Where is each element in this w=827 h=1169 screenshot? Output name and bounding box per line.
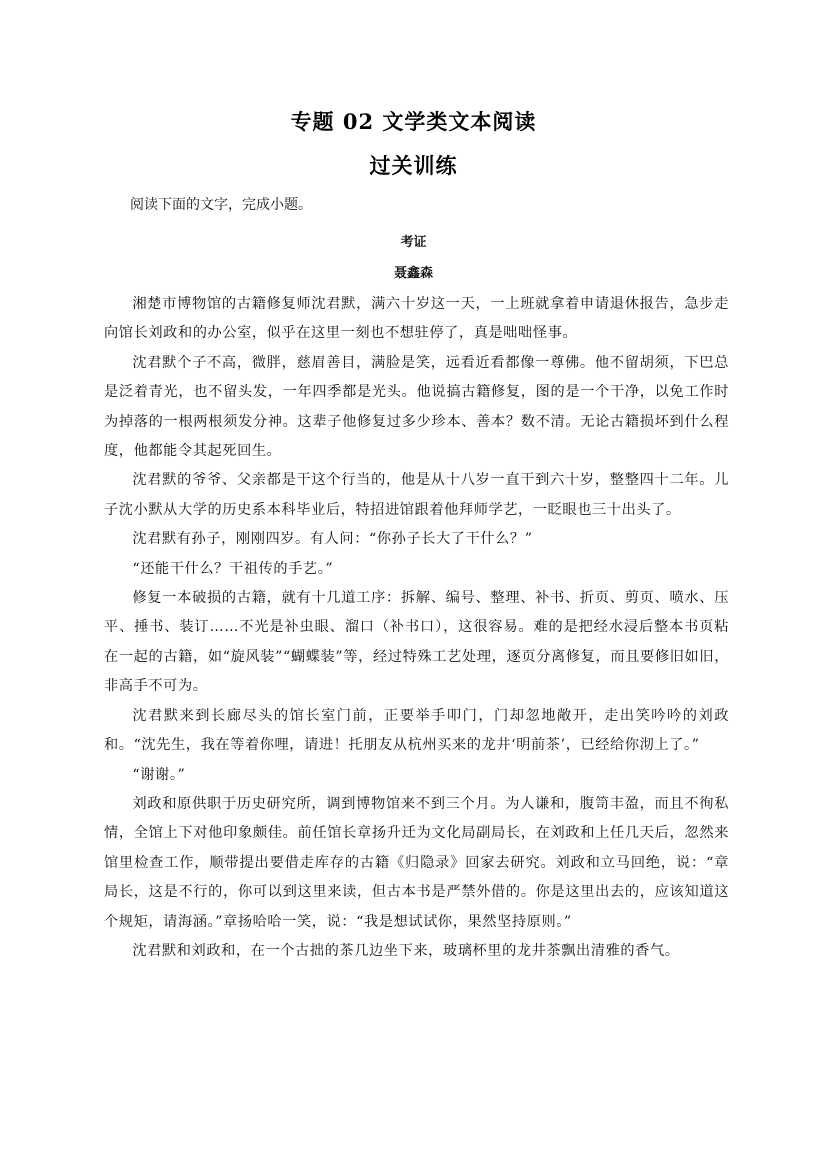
paragraph: 沈君默来到长廊尽头的馆长室门前，正要举手叩门，门却忽地敞开，走出笑吟吟的刘政和。“沈先生，我在等着你哩，请进！托朋友从杭州买来的龙井‘明前茶’，已经给你沏上了。” (104, 707, 729, 754)
paragraph: 沈君默的爷爷、父亲都是干这个行当的，他是从十八岁一直干到六十岁，整整四十二年。儿子沈小默从大学的历史系本科毕业后，特招进馆跟着他拜师学艺，一眨眼也三十出头了。 (104, 472, 729, 518)
story-title: 考证 (400, 235, 427, 250)
paragraph: “谢谢。” (132, 766, 186, 783)
reading-instruction: 阅读下面的文字，完成小题。 (130, 197, 312, 213)
page-subtitle: 过关训练 (369, 153, 458, 178)
paragraph: 沈君默有孙子，刚刚四岁。有人问：“你孙子长大了干什么？” (132, 531, 533, 548)
paragraph: 刘政和原供职于历史研究所，调到博物馆来不到三个月。为人谦和，腹笥丰盈，而且不徇私情，全馆上下对他印象颇佳。前任馆长章扬升迁为文化局副局长，在刘政和上任几天后，忽然来馆里检查工作，顺带提出要借走库存的古籍《归隐录》回家去研究。刘政和立马回绝，说：“章局长，这是不行的，你可以到这里来读，但古本书是严禁外借的。你是这里出去的，应该知道这个规矩，请海涵。”章扬哈哈一笑，说：“我是想试试你，果然坚持原则。” (104, 795, 729, 930)
paragraph: 修复一本破损的古籍，就有十几道工序：拆解、编号、整理、补书、折页、剪页、喷水、压平、捶书、装订……不光是补虫眼、溜口（补书口），这很容易。难的是把经水浸后整本书页粘在一起的古籍，如“旋风装”“蝴蝶装”等，经过特殊工艺处理，逐页分离修复，而且要修旧如旧，非高手不可为。 (104, 590, 729, 695)
story-author: 聂鑫森 (393, 266, 433, 281)
paragraph: 沈君默个子不高，微胖，慈眉善目，满脸是笑，远看近看都像一尊佛。他不留胡须，下巴总是泛着青光，也不留头发，一年四季都是光头。他说搞古籍修复，图的是一个干净，以免工作时为掉落的一根两根须发分神。这辈子他修复过多少珍本、善本？数不清。无论古籍损坏到什么程度，他都能令其起死回生。 (104, 354, 729, 460)
page-title: 专题 02 文学类文本阅读 (290, 109, 537, 134)
paragraph: 湘楚市博物馆的古籍修复师沈君默，满六十岁这一天，一上班就拿着申请退休报告，急步走向馆长刘政和的办公室，似乎在这里一刻也不想驻停了，真是咄咄怪事。 (104, 296, 729, 342)
paragraph: 沈君默和刘政和，在一个古拙的茶几边坐下来，玻璃杯里的龙井茶飘出清雅的香气。 (132, 942, 680, 959)
paragraph: “还能干什么？干祖传的手艺。” (132, 560, 334, 577)
story-body (104, 290, 729, 966)
